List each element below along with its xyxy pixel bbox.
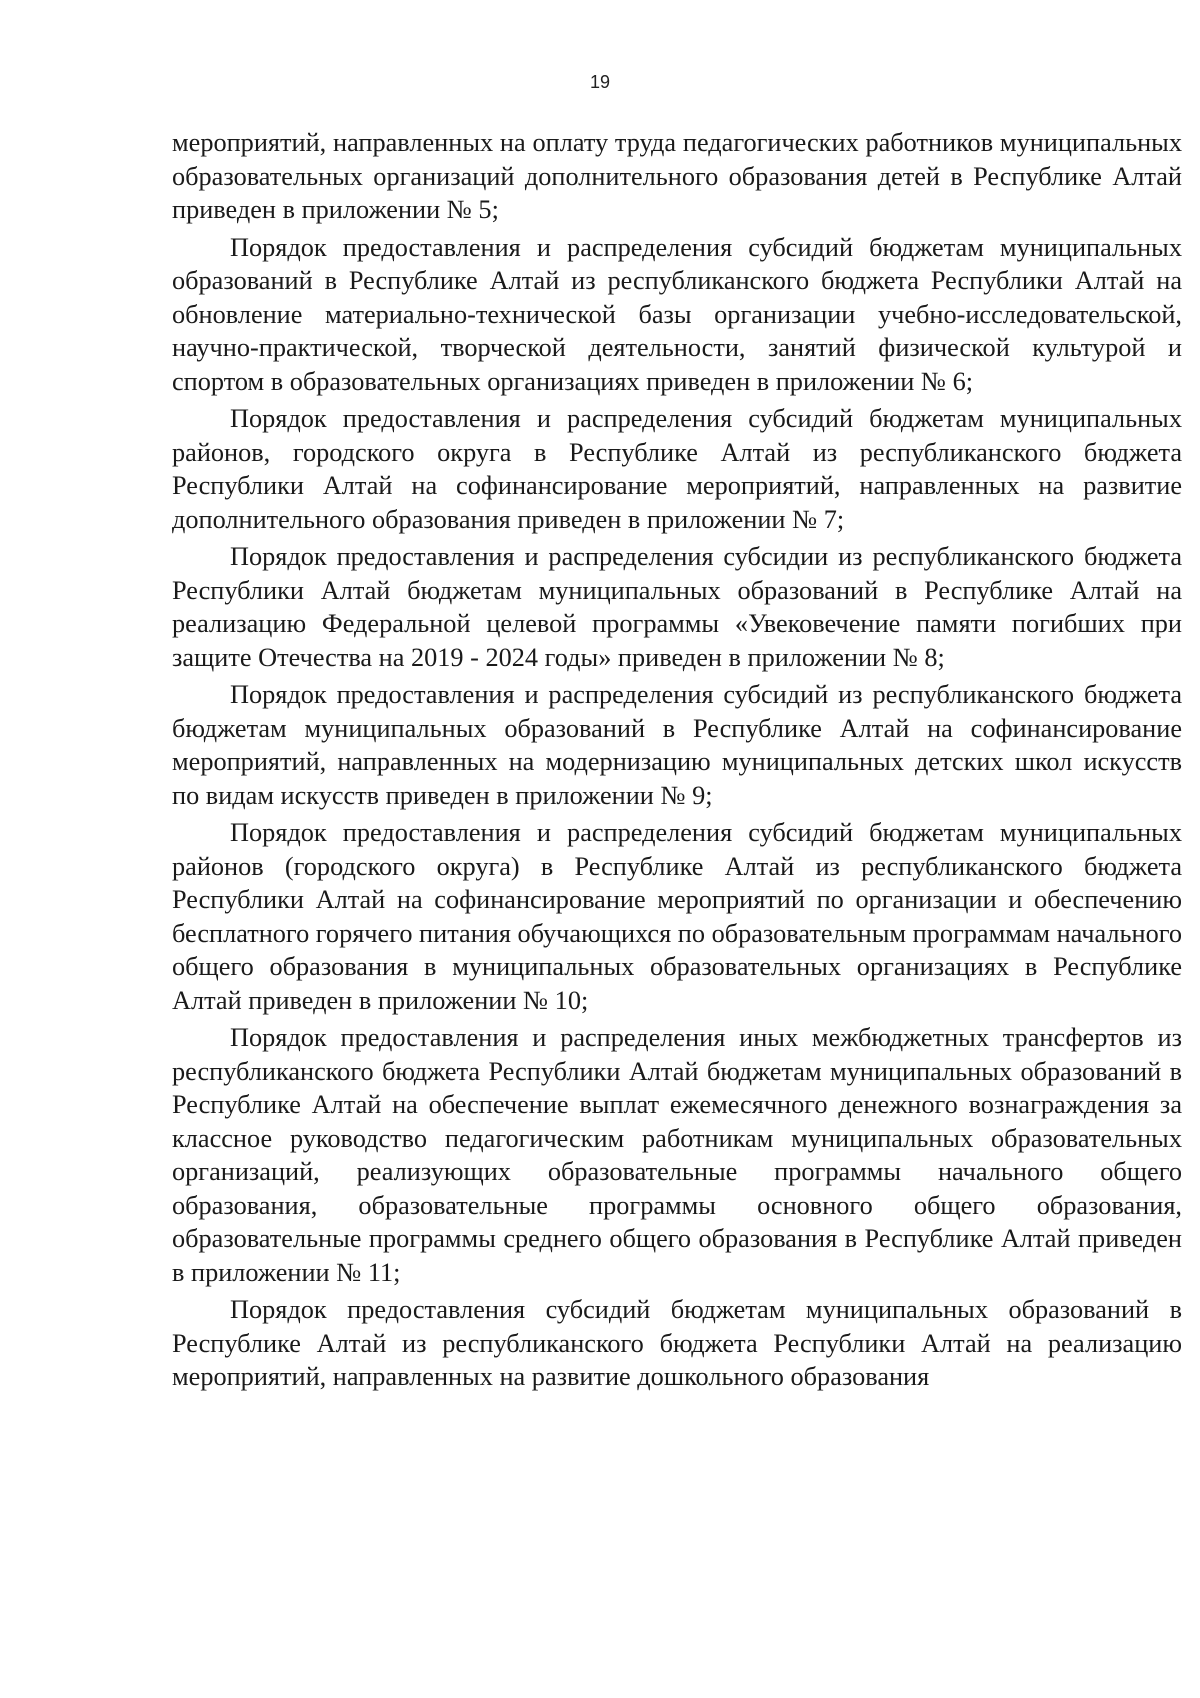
paragraph-appendix-6: Порядок предоставления и распределения субсидий бюджетам муниципальных образований в Республике Алтай из республиканского бюджета Республики Алтай на обновление материально-технической базы организации учебно-исследовательской, научно-практической, творческой деятельности, занятий физической культурой и спортом в образовательных организациях приведен в приложении № 6;	[172, 232, 1182, 396]
page-number: 19	[589, 72, 611, 92]
document-body	[172, 126, 1182, 1398]
paragraph-continuation: мероприятий, направленных на оплату труда педагогических работников муниципальных образовательных организаций дополнительного образования детей в Республике Алтай приведен в приложении № 5;	[172, 128, 1182, 224]
paragraph-preschool: Порядок предоставления субсидий бюджетам муниципальных образований в Республике Алтай из республиканского бюджета Республики Алтай на реализацию мероприятий, направленных на развитие дошкольного образования	[172, 1295, 1182, 1391]
paragraph-appendix-10: Порядок предоставления и распределения субсидий бюджетам муниципальных районов (городского округа) в Республике Алтай из республиканского бюджета Республики Алтай на софинансирование мероприятий по организации и обеспечению бесплатного горячего питания обучающихся по образовательным программам начального общего образования в муниципальных образовательных организациях в Республике Алтай приведен в приложении № 10;	[172, 818, 1183, 1015]
paragraph-appendix-8: Порядок предоставления и распределения субсидии из республиканского бюджета Республики Алтай бюджетам муниципальных образований в Республике Алтай на реализацию Федеральной целевой программы «Увековечение памяти погибших при защите Отечества на 2019 - 2024 годы» приведен в приложении № 8;	[172, 542, 1182, 672]
paragraph-appendix-9: Порядок предоставления и распределения субсидий из республиканского бюджета бюджетам муниципальных образований в Республике Алтай на софинансирование мероприятий, направленных на модернизацию муниципальных детских школ искусств по видам искусств приведен в приложении № 9;	[172, 680, 1182, 810]
paragraph-appendix-7: Порядок предоставления и распределения субсидий бюджетам муниципальных районов, городского округа в Республике Алтай из республиканского бюджета Республики Алтай на софинансирование мероприятий, направленных на развитие дополнительного образования приведен в приложении № 7;	[172, 404, 1182, 534]
paragraph-appendix-11: Порядок предоставления и распределения иных межбюджетных трансфертов из республиканского бюджета Республики Алтай бюджетам муниципальных образований в Республике Алтай на обеспечение выплат ежемесячного денежного вознаграждения за классное руководство педагогическим работникам муниципальных образовательных организаций, реализующих образовательные программы начального общего образования, образовательные программы основного общего образования, образовательные программы среднего общего образования в Республике Алтай приведен в приложении № 11;	[172, 1023, 1182, 1287]
